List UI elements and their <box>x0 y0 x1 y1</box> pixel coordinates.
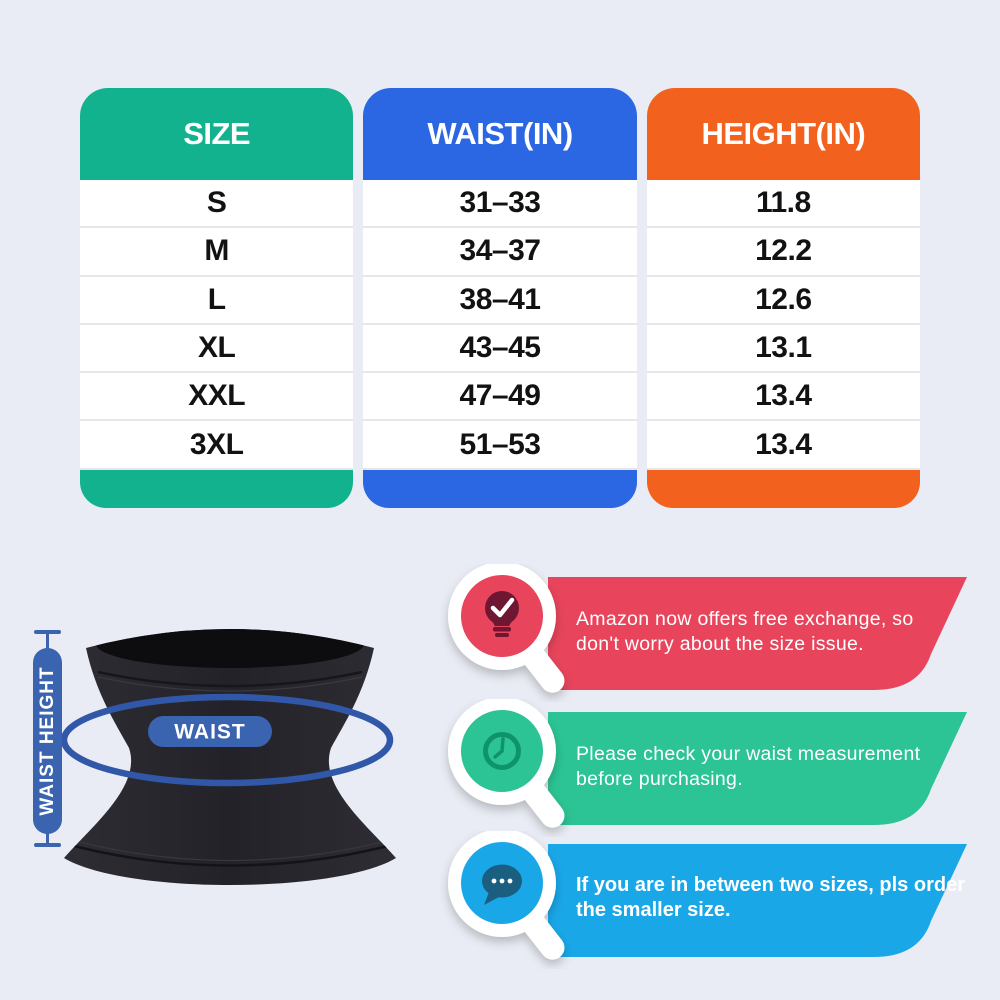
waist-height-indicator <box>33 632 62 845</box>
height-cell: 12.6 <box>647 275 920 323</box>
waist-trainer-illustration <box>20 598 460 928</box>
size-cell: M <box>80 226 353 274</box>
waist-column <box>363 88 636 508</box>
height-cell: 11.8 <box>755 186 811 220</box>
note-line: If you are in between two sizes, pls order <box>576 874 965 896</box>
size-cell: XXL <box>80 371 353 419</box>
size-column-footer <box>80 470 353 508</box>
note-banner-exchange <box>440 564 992 702</box>
note-text <box>576 742 976 792</box>
waist-cell: 51–53 <box>363 419 636 467</box>
note-text <box>576 873 976 923</box>
waist-column-header: WAIST(IN) <box>363 88 636 180</box>
note-text <box>576 607 976 657</box>
waist-cell: 47–49 <box>363 371 636 419</box>
height-column-header: HEIGHT(IN) <box>647 88 920 180</box>
waist-cell: 43–45 <box>363 323 636 371</box>
waist-column-rows <box>363 180 636 470</box>
size-cell: L <box>80 275 353 323</box>
height-cell: 13.1 <box>647 323 920 371</box>
waist-cell: 31–33 <box>459 186 541 220</box>
note-line: before purchasing. <box>576 768 743 790</box>
height-column <box>647 88 920 508</box>
waist-column-footer <box>363 470 636 508</box>
size-column <box>80 88 353 508</box>
size-cell: XL <box>80 323 353 371</box>
size-chart-table <box>80 88 920 508</box>
height-column-rows <box>647 180 920 470</box>
note-line: Please check your waist measurement <box>576 743 921 765</box>
note-line: Amazon now offers free exchange, so <box>576 608 914 630</box>
note-banner-measure <box>440 699 992 837</box>
note-line: the smaller size. <box>576 899 731 921</box>
waist-tag-label: WAIST <box>174 720 246 744</box>
height-cell: 13.4 <box>647 371 920 419</box>
waist-trainer-graphic <box>64 620 396 885</box>
waist-height-label: WAIST HEIGHT <box>37 666 58 816</box>
waist-cell: 38–41 <box>363 275 636 323</box>
size-cell: S <box>206 186 227 220</box>
height-column-footer <box>647 470 920 508</box>
waist-tag-pill <box>148 716 272 747</box>
note-line: don't worry about the size issue. <box>576 633 864 655</box>
height-cell: 12.2 <box>647 226 920 274</box>
size-column-header: SIZE <box>80 88 353 180</box>
height-cell: 13.4 <box>647 419 920 467</box>
note-banner-between-sizes <box>440 831 992 969</box>
size-column-rows <box>80 180 353 470</box>
size-cell: 3XL <box>80 419 353 467</box>
trainer-opening <box>96 620 364 668</box>
waist-cell: 34–37 <box>363 226 636 274</box>
